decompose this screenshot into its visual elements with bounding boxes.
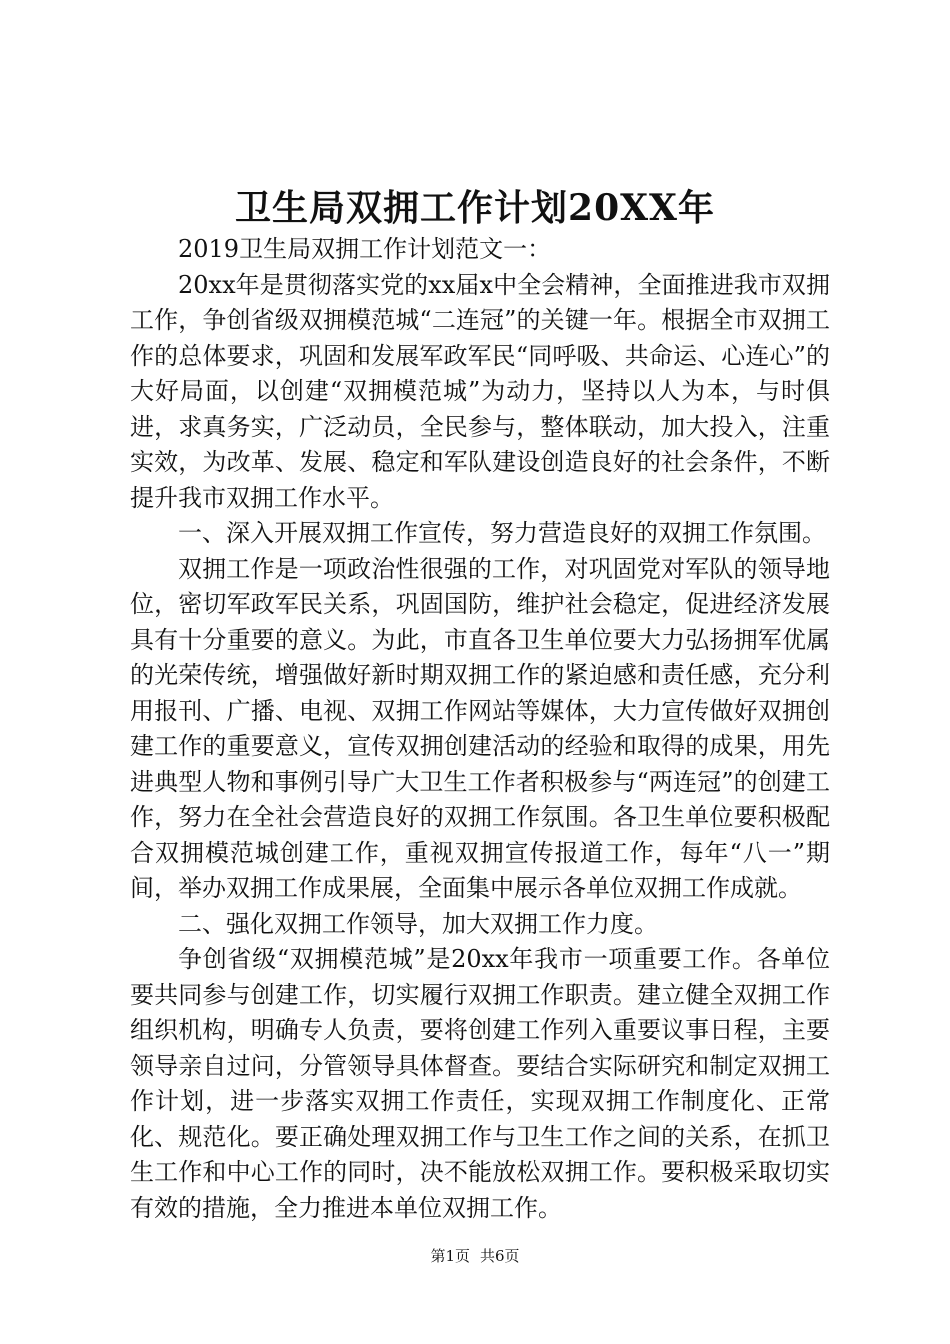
paragraph-overview: 20xx年是贯彻落实党的xx届x中全会精神，全面推进我市双拥工作，争创省级双拥模范城“二连冠”的关键一年。根据全市双拥工作的总体要求，巩固和发展军政军民“同呼吸、共命运、心连心”的大好局面，以创建“双拥模范城”为动力，坚持以人为本，与时俱进，求真务实，广泛动员，全民参与，整体联动，加大投入，注重实效，为改革、发展、稳定和军队建设创造良好的社会条件，不断提升我市双拥工作水平。	[130, 270, 830, 512]
section-heading-2: 二、强化双拥工作领导，加大双拥工作力度。	[178, 909, 658, 938]
paragraph-intro: 2019卫生局双拥工作计划范文一：	[178, 235, 552, 263]
page-total: 共6页	[480, 1247, 520, 1265]
paragraph-section-2: 争创省级“双拥模范城”是20xx年我市一项重要工作。各单位要共同参与创建工作，切实履行双拥工作职责。建立健全双拥工作组织机构，明确专人负责，要将创建工作列入重要议事日程，主要领导亲自过问，分管领导具体督查。要结合实际研究和制定双拥工作计划，进一步落实双拥工作责任，实现双拥工作制度化、正常化、规范化。要正确处理双拥工作与卫生工作之间的关系，在抓卫生工作和中心工作的同时，决不能放松双拥工作。要积极采取切实有效的措施，全力推进本单位双拥工作。	[130, 945, 830, 1222]
document-body	[130, 232, 830, 1226]
document-title: 卫生局双拥工作计划20XX年	[235, 187, 715, 229]
paragraph-section-1: 双拥工作是一项政治性很强的工作，对巩固党对军队的领导地位，密切军政军民关系，巩固国防，维护社会稳定，促进经济发展具有十分重要的意义。为此，市直各卫生单位要大力弘扬拥军优属的光荣传统，增强做好新时期双拥工作的紧迫感和责任感，充分利用报刊、广播、电视、双拥工作网站等媒体，大力宣传做好双拥创建工作的重要意义，宣传双拥创建活动的经验和取得的成果，用先进典型人物和事例引导广大卫生工作者积极参与“两连冠”的创建工作，努力在全社会营造良好的双拥工作氛围。各卫生单位要积极配合双拥模范城创建工作，重视双拥宣传报道工作，每年“八一”期间，举办双拥工作成果展，全面集中展示各单位双拥工作成就。	[130, 554, 830, 902]
page-number: 第1页	[430, 1247, 470, 1265]
page-footer	[0, 1246, 950, 1266]
section-heading-1: 一、深入开展双拥工作宣传，努力营造良好的双拥工作氛围。	[178, 519, 826, 547]
